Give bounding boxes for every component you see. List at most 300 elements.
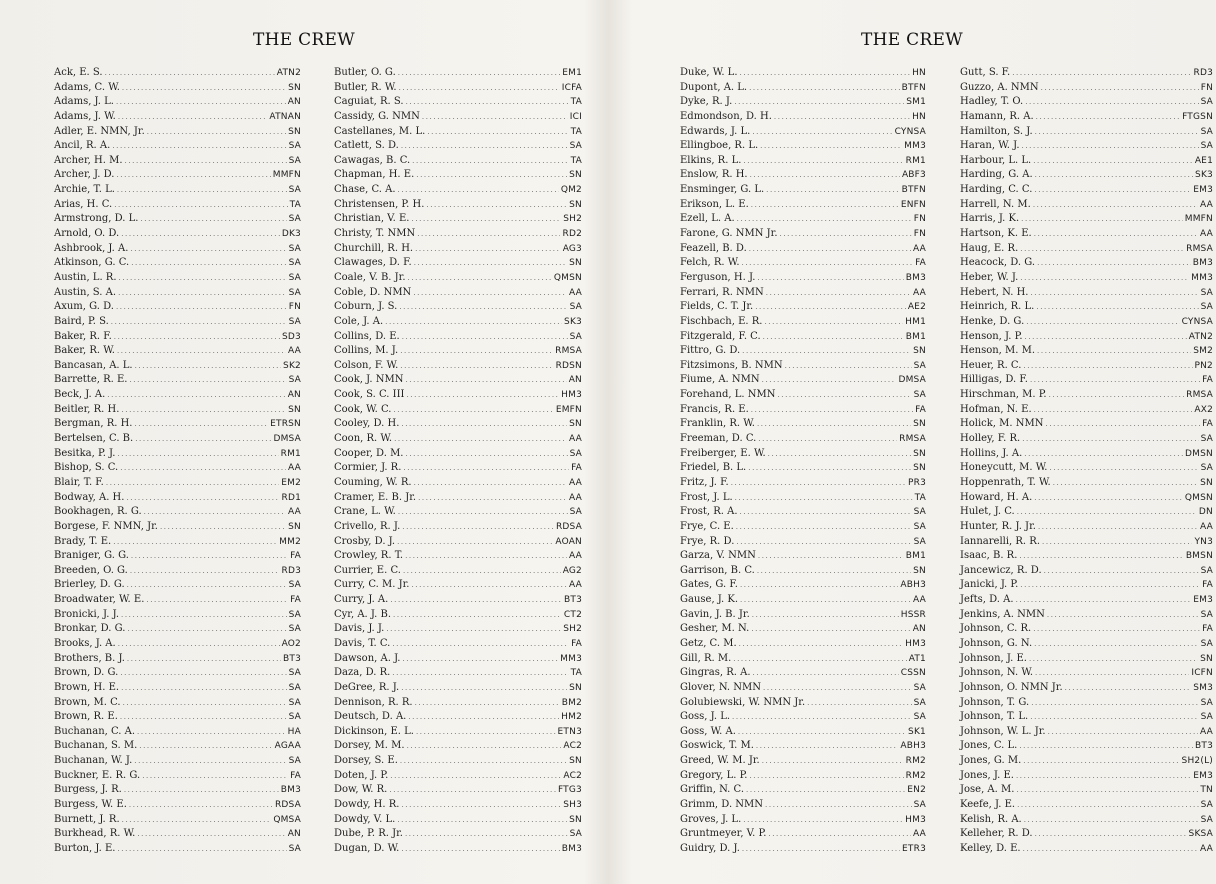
- dot-leader: [1033, 198, 1198, 213]
- crew-rate: ICFA: [561, 82, 582, 93]
- crew-rate: AA: [569, 551, 582, 562]
- crew-name: Bishop, S. C.: [54, 462, 119, 474]
- crew-entry: [54, 666, 301, 681]
- crew-entry: [54, 476, 301, 491]
- dot-leader: [393, 403, 553, 418]
- crew-rate: HM3: [905, 638, 926, 649]
- crew-entry: [54, 652, 301, 667]
- crew-name: Heuer, R. C.: [960, 359, 1022, 371]
- crew-entry: [960, 491, 1213, 506]
- dot-leader: [118, 110, 268, 125]
- crew-rate: SM1: [906, 97, 926, 108]
- crew-name: Haug, E. R.: [960, 242, 1019, 254]
- crew-name: Braniger, G. G.: [54, 550, 129, 562]
- crew-entry: [960, 725, 1213, 740]
- crew-name: Besitka, P. J.: [54, 447, 116, 459]
- crew-entry: [960, 300, 1213, 315]
- crew-rate: AA: [288, 507, 301, 518]
- dot-leader: [753, 666, 899, 681]
- crew-rate: SA: [913, 682, 926, 693]
- crew-entry: [334, 432, 582, 447]
- crew-rate: EMFN: [555, 404, 582, 415]
- crew-rate: BM1: [905, 551, 926, 562]
- crew-entry: [960, 549, 1213, 564]
- crew-entry: [960, 622, 1213, 637]
- crew-entry: [680, 81, 926, 96]
- dot-leader: [1038, 520, 1198, 535]
- crew-name: Harrell, N. M.: [960, 198, 1031, 210]
- crew-entry: [54, 242, 301, 257]
- crew-entry: [54, 681, 301, 696]
- crew-rate: AE1: [1194, 155, 1213, 166]
- crew-rate: ATN2: [1188, 331, 1213, 342]
- crew-rate: BM1: [905, 331, 926, 342]
- crew-entry: [334, 725, 582, 740]
- crew-entry: [960, 798, 1213, 813]
- crew-entry: [960, 432, 1213, 447]
- crew-name: Harris, J. K.: [960, 213, 1020, 225]
- crew-name: Fitzgerald, F. C.: [680, 330, 761, 342]
- crew-name: Hulet, J. C.: [960, 506, 1015, 518]
- dot-leader: [401, 139, 568, 154]
- dot-leader: [1021, 212, 1183, 227]
- dot-leader: [1037, 344, 1191, 359]
- dot-leader: [1035, 125, 1199, 140]
- crew-name: Johnson, N. W.: [960, 667, 1034, 679]
- dot-leader: [111, 315, 287, 330]
- crew-rate: HN: [912, 68, 926, 78]
- crew-name: Currier, E. C.: [334, 564, 401, 576]
- dot-leader: [137, 725, 286, 740]
- crew-entry: [54, 139, 301, 154]
- crew-name: Golubiewski, W. NMN Jr.: [680, 696, 806, 708]
- dot-leader: [736, 535, 911, 550]
- crew-rate: DK3: [281, 229, 301, 240]
- crew-rate: SH2: [563, 214, 582, 225]
- crew-entry: [680, 813, 926, 828]
- crew-entry: [334, 622, 582, 637]
- crew-name: Brown, H. E.: [54, 681, 120, 693]
- crew-rate: AA: [288, 463, 301, 474]
- crew-rate: DN: [1198, 507, 1213, 518]
- dot-leader: [130, 564, 280, 579]
- dot-leader: [137, 827, 285, 842]
- crew-name: Armstrong, D. L.: [54, 213, 139, 225]
- crew-rate: CYNSA: [894, 126, 926, 137]
- crew-name: Cyr, A. J. B.: [334, 608, 392, 620]
- crew-rate: AA: [569, 477, 582, 488]
- crew-entry: [680, 373, 926, 388]
- dot-leader: [406, 95, 569, 110]
- crew-name: Fittro, G. D.: [680, 345, 741, 357]
- crew-name: Axum, G. D.: [54, 301, 114, 313]
- dot-leader: [398, 183, 559, 198]
- crew-entry: [680, 608, 926, 623]
- crew-entry: [54, 783, 301, 798]
- crew-name: Cramer, E. B. Jr.: [334, 491, 417, 503]
- crew-entry: [680, 505, 926, 520]
- crew-entry: [960, 535, 1213, 550]
- crew-name: Garrison, B. C.: [680, 564, 755, 576]
- crew-name: Bancasan, A. L.: [54, 359, 133, 371]
- crew-rate: RD3: [281, 565, 301, 576]
- crew-name: Crane, L. W.: [334, 506, 396, 518]
- crew-entry: [680, 681, 926, 696]
- crew-entry: [680, 403, 926, 418]
- crew-entry: [54, 535, 301, 550]
- crew-rate: TA: [570, 97, 582, 108]
- crew-name: Crowley, R. T.: [334, 550, 404, 562]
- crew-name: Franklin, R. W.: [680, 418, 755, 430]
- crew-rate: RD1: [281, 492, 301, 503]
- dot-leader: [1053, 476, 1198, 491]
- dot-leader: [1022, 432, 1198, 447]
- dot-leader: [120, 461, 286, 476]
- crew-name: Francis, R. E.: [680, 403, 749, 415]
- crew-rate: FTGSN: [1182, 111, 1213, 122]
- crew-rate: TA: [570, 155, 582, 166]
- crew-entry: [334, 798, 582, 813]
- crew-name: Edwards, J. L.: [680, 125, 751, 137]
- crew-rate: SA: [913, 390, 926, 401]
- crew-name: Gavin, J. B. Jr.: [680, 608, 750, 620]
- crew-rate: MMFN: [272, 170, 301, 181]
- crew-entry: [960, 388, 1213, 403]
- dot-leader: [737, 212, 912, 227]
- crew-rate: SA: [1200, 287, 1213, 298]
- crew-name: Jenkins, A. NMN: [960, 608, 1045, 620]
- dot-leader: [418, 491, 567, 506]
- dot-leader: [399, 81, 560, 96]
- crew-rate: AA: [569, 434, 582, 445]
- dot-leader: [415, 242, 561, 257]
- crew-entry: [54, 725, 301, 740]
- crew-name: Clawages, D. F.: [334, 257, 412, 269]
- dot-leader: [118, 637, 280, 652]
- dot-leader: [399, 300, 567, 315]
- dot-leader: [417, 227, 560, 242]
- crew-entry: [960, 256, 1213, 271]
- crew-rate: SA: [1200, 565, 1213, 576]
- crew-rate: FA: [1202, 580, 1213, 591]
- crew-entry: [960, 681, 1213, 696]
- crew-entry: [334, 168, 582, 183]
- crew-rate: SA: [1200, 638, 1213, 649]
- crew-name: Cook, J. NMN: [334, 374, 404, 386]
- crew-name: Guidry, D. J.: [680, 842, 740, 854]
- crew-entry: [54, 754, 301, 769]
- crew-rate: FA: [915, 404, 926, 415]
- dot-leader: [142, 769, 288, 784]
- crew-entry: [54, 520, 301, 535]
- crew-rate: SA: [913, 697, 926, 708]
- crew-rate: AG2: [562, 565, 582, 576]
- dot-leader: [139, 739, 272, 754]
- crew-name: Isaac, B. R.: [960, 550, 1018, 562]
- crew-rate: HM3: [561, 390, 582, 401]
- crew-name: Duke, W. L.: [680, 67, 738, 78]
- dot-leader: [751, 403, 913, 418]
- dot-leader: [752, 608, 899, 623]
- dot-leader: [398, 66, 560, 81]
- crew-name: Barrette, R. E.: [54, 374, 128, 386]
- crew-rate: SM3: [1193, 682, 1213, 693]
- crew-entry: [960, 696, 1213, 711]
- crew-name: Butler, R. W.: [334, 81, 397, 93]
- crew-name: Garza, V. NMN: [680, 550, 756, 562]
- crew-name: DeGree, R. J.: [334, 681, 400, 693]
- crew-rate: SA: [288, 375, 301, 386]
- dot-leader: [408, 271, 552, 286]
- crew-rate: SA: [288, 243, 301, 254]
- dot-leader: [393, 608, 562, 623]
- crew-rate: SA: [569, 507, 582, 518]
- crew-rate: AN: [568, 375, 582, 386]
- crew-rate: TA: [914, 492, 926, 503]
- crew-rate: QM2: [560, 185, 582, 196]
- crew-entry: [680, 535, 926, 550]
- crew-name: Felch, R. W.: [680, 257, 740, 269]
- crew-name: Arias, H. C.: [54, 198, 113, 210]
- crew-entry: [334, 754, 582, 769]
- crew-rate: RDSA: [274, 800, 301, 811]
- crew-name: Holley, F. R.: [960, 433, 1021, 445]
- crew-entry: [680, 593, 926, 608]
- crew-entry: [54, 505, 301, 520]
- dot-leader: [134, 754, 286, 769]
- dot-leader: [124, 783, 279, 798]
- roster-column: [680, 66, 926, 857]
- crew-entry: [334, 447, 582, 462]
- crew-rate: CT2: [563, 609, 582, 620]
- crew-name: Burkhead, R. W.: [54, 828, 136, 840]
- dot-leader: [1036, 300, 1198, 315]
- crew-name: Gesher, M. N.: [680, 623, 750, 635]
- crew-rate: SM2: [1193, 346, 1213, 357]
- crew-rate: SA: [288, 316, 301, 327]
- crew-rate: SK2: [283, 360, 301, 371]
- dot-leader: [1034, 637, 1198, 652]
- crew-rate: SA: [288, 712, 301, 723]
- crew-name: Howard, H. A.: [960, 491, 1033, 503]
- crew-rate: ENFN: [900, 199, 926, 210]
- crew-entry: [334, 373, 582, 388]
- dot-leader: [1017, 505, 1197, 520]
- dot-leader: [1034, 403, 1193, 418]
- crew-rate: RM1: [905, 155, 926, 166]
- dot-leader: [106, 476, 279, 491]
- crew-entry: [54, 608, 301, 623]
- crew-entry: [680, 637, 926, 652]
- dot-leader: [121, 608, 287, 623]
- crew-name: Haran, W. J.: [960, 140, 1020, 152]
- crew-entry: [334, 359, 582, 374]
- crew-name: Guzzo, A. NMN: [960, 81, 1039, 93]
- crew-rate: BM2: [561, 697, 582, 708]
- dot-leader: [1024, 447, 1183, 462]
- dot-leader: [1046, 417, 1201, 432]
- dot-leader: [766, 183, 899, 198]
- crew-rate: SA: [1200, 302, 1213, 313]
- crew-rate: HM1: [905, 316, 926, 327]
- crew-entry: [54, 212, 301, 227]
- dot-leader: [135, 432, 271, 447]
- dot-leader: [386, 622, 561, 637]
- crew-entry: [54, 461, 301, 476]
- crew-entry: [334, 125, 582, 140]
- crew-name: Keefe, J. E.: [960, 799, 1016, 811]
- dot-leader: [427, 125, 568, 140]
- crew-name: Hoppenrath, T. W.: [960, 476, 1051, 488]
- crew-rate: BM3: [561, 843, 582, 854]
- crew-rate: AX2: [1194, 404, 1213, 415]
- crew-rate: AT1: [908, 653, 926, 664]
- dot-leader: [1025, 330, 1187, 345]
- crew-name: Dow, W. R.: [334, 784, 388, 796]
- crew-name: Hofman, N. E.: [960, 403, 1032, 415]
- crew-name: Hunter, R. J. Jr.: [960, 520, 1036, 532]
- crew-entry: [334, 66, 582, 81]
- dot-leader: [743, 813, 903, 828]
- crew-entry: [680, 183, 926, 198]
- crew-rate: SA: [1200, 609, 1213, 620]
- dot-leader: [1036, 110, 1180, 125]
- crew-name: Henson, J. P.: [960, 330, 1023, 342]
- crew-rate: AA: [913, 595, 926, 606]
- crew-entry: [960, 754, 1213, 769]
- crew-name: Cooper, D. M.: [334, 447, 404, 459]
- crew-rate: ETRSN: [270, 419, 301, 430]
- dot-leader: [407, 739, 562, 754]
- crew-name: Ashbrook, J. A.: [54, 242, 129, 254]
- crew-entry: [680, 564, 926, 579]
- crew-entry: [334, 652, 582, 667]
- crew-entry: [680, 520, 926, 535]
- dot-leader: [416, 168, 567, 183]
- crew-rate: RM2: [905, 756, 926, 767]
- crew-name: Buchanan, S. M.: [54, 740, 138, 752]
- crew-rate: FN: [288, 302, 301, 313]
- crew-entry: [334, 578, 582, 593]
- crew-entry: [960, 739, 1213, 754]
- crew-entry: [960, 168, 1213, 183]
- crew-rate: MM3: [560, 653, 582, 664]
- crew-entry: [334, 154, 582, 169]
- crew-entry: [680, 139, 926, 154]
- crew-rate: FA: [571, 638, 582, 649]
- crew-entry: [334, 242, 582, 257]
- crew-entry: [680, 300, 926, 315]
- crew-entry: [54, 432, 301, 447]
- crew-rate: FN: [913, 229, 926, 240]
- crew-entry: [680, 783, 926, 798]
- crew-rate: SA: [1200, 126, 1213, 137]
- crew-name: Burton, J. E.: [54, 842, 116, 854]
- crew-entry: [680, 388, 926, 403]
- crew-name: Bronicki, J. J.: [54, 608, 120, 620]
- crew-name: Adams, C. W.: [54, 81, 120, 93]
- crew-name: Frye, R. D.: [680, 535, 735, 547]
- crew-name: Goss, J. L.: [680, 711, 731, 723]
- dot-leader: [735, 491, 913, 506]
- crew-entry: [680, 842, 926, 857]
- crew-rate: SN: [913, 565, 926, 576]
- crew-name: Dorsey, S. E.: [334, 755, 398, 767]
- crew-name: Dawson, A. J.: [334, 652, 401, 664]
- crew-name: Honeycutt, M. W.: [960, 462, 1048, 474]
- crew-rate: SA: [288, 843, 301, 854]
- dot-leader: [762, 754, 904, 769]
- crew-name: Harding, G. A.: [960, 169, 1033, 181]
- dot-leader: [1020, 271, 1189, 286]
- crew-rate: ICI: [569, 111, 582, 122]
- crew-rate: AA: [913, 829, 926, 840]
- crew-name: Collins, D. E.: [334, 330, 400, 342]
- crew-rate: SN: [569, 682, 582, 693]
- crew-rate: HA: [287, 726, 301, 737]
- dot-leader: [116, 95, 286, 110]
- dot-leader: [750, 168, 900, 183]
- crew-name: Coale, V. B. Jr.: [334, 271, 406, 283]
- crew-name: Ferrari, R. NMN: [680, 286, 764, 298]
- crew-rate: AA: [1200, 521, 1213, 532]
- crew-name: Crosby, D. J.: [334, 535, 396, 547]
- dot-leader: [749, 242, 911, 257]
- crew-entry: [960, 827, 1213, 842]
- crew-entry: [334, 696, 582, 711]
- crew-entry: [680, 447, 926, 462]
- crew-name: Goswick, T. M.: [680, 740, 754, 752]
- crew-entry: [334, 827, 582, 842]
- crew-entry: [680, 227, 926, 242]
- crew-rate: AC2: [563, 770, 582, 781]
- crew-name: Hollins, J. A.: [960, 447, 1023, 459]
- dot-leader: [397, 535, 553, 550]
- crew-rate: HM2: [561, 712, 582, 723]
- dot-leader: [392, 637, 569, 652]
- crew-entry: [54, 81, 301, 96]
- dot-leader: [400, 359, 553, 374]
- dot-leader: [414, 256, 567, 271]
- dot-leader: [740, 66, 911, 81]
- crew-entry: [680, 476, 926, 491]
- dot-leader: [127, 578, 287, 593]
- crew-entry: [960, 359, 1213, 374]
- crew-rate: TN: [1200, 785, 1213, 796]
- dot-leader: [739, 637, 904, 652]
- crew-name: Brierley, D. G.: [54, 579, 125, 591]
- crew-rate: SA: [288, 697, 301, 708]
- crew-entry: [680, 549, 926, 564]
- crew-entry: [960, 842, 1213, 857]
- crew-rate: SA: [1200, 97, 1213, 108]
- dot-leader: [406, 447, 568, 462]
- crew-entry: [960, 139, 1213, 154]
- crew-name: Forehand, L. NMN: [680, 389, 776, 401]
- crew-name: Frost, J. L.: [680, 491, 733, 503]
- crew-rate: AA: [288, 346, 301, 357]
- crew-name: Archer, J. D.: [54, 169, 115, 181]
- dot-leader: [400, 754, 567, 769]
- crew-rate: YN3: [1194, 536, 1213, 547]
- crew-entry: [960, 783, 1213, 798]
- crew-rate: ETR3: [902, 843, 926, 854]
- crew-name: Burnett, J. R.: [54, 813, 120, 825]
- crew-name: Bronkar, D. G.: [54, 623, 126, 635]
- dot-leader: [755, 300, 906, 315]
- dot-leader: [401, 417, 567, 432]
- dot-leader: [120, 666, 286, 681]
